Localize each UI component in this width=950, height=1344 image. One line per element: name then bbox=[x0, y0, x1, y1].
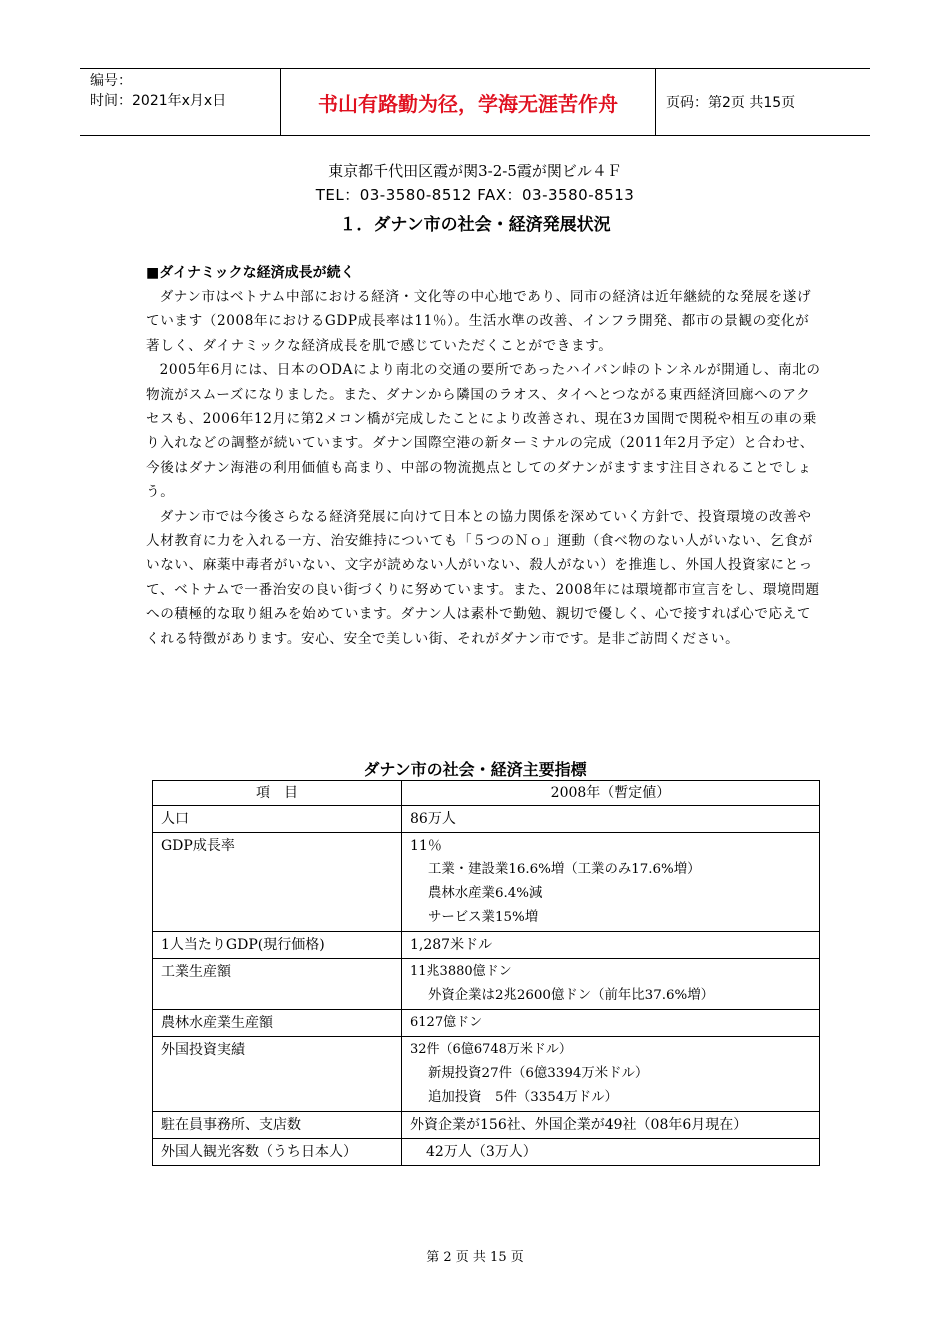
table-row bbox=[153, 932, 820, 959]
row-label: 工業生産額 bbox=[153, 959, 402, 1010]
row-label: GDP成長率 bbox=[153, 833, 402, 932]
paragraph: ダナン市では今後さらなる経済発展に向けて日本との協力関係を深めていく方針で、投資環境の改善や人材教育に力を入れる一方、治安維持についても「５つのＮｏ」運動（食べ物のない人がいない、乞食がいない、麻薬中毒者がいない、文字が読めない人がいない、殺人がない）を推進し、外国人投資家にとって、ベトナムで一番治安の良い街づくりに努めています。また、2008年には環境都市宣言をし、環境問題への積極的な取り組みを始めています。ダナン人は素朴で勤勉、親切で優しく、心で接すれば心で応えてくれる特徴があります。安心、安全で美しい街、それがダナン市です。是非ご訪問ください。 bbox=[146, 508, 820, 647]
row-label: 人口 bbox=[153, 806, 402, 833]
row-label: 1人当たりGDP(現行価格) bbox=[153, 932, 402, 959]
column-header: 項 目 bbox=[153, 781, 402, 806]
row-value bbox=[402, 1010, 820, 1037]
value-main: 11兆3880億ドン bbox=[410, 964, 512, 979]
value-main: 11％ bbox=[410, 838, 442, 854]
value-main: 32件（6億6748万米ドル） bbox=[410, 1042, 572, 1057]
row-value bbox=[402, 1037, 820, 1112]
value-main: 6127億ドン bbox=[410, 1015, 483, 1030]
section-title: １．ダナン市の社会・経済発展状況 bbox=[339, 215, 611, 235]
table-row bbox=[153, 1037, 820, 1112]
subheading: ■ダイナミックな経済成長が続く bbox=[146, 265, 355, 281]
header-page-info: 页码：第2页 共15页 bbox=[666, 95, 796, 111]
row-value bbox=[402, 1139, 820, 1166]
value-main: 42万人（3万人） bbox=[426, 1144, 537, 1160]
paragraph: 2005年6月には、日本のODAにより南北の交通の要所であったハイバン峠のトンネルが開通し、南北の物流がスムーズになりました。また、ダナンから隣国のラオス、タイへとつながる東西経済回廊へのアクセスも、2006年12月に第2メコン橋が完成したことにより改善され、現在3カ国間で関税や相互の車の乗り入れなどの調整が続いています。ダナン国際空港の新ターミナルの完成（2011年2月予定）と合わせ、今後はダナン海港の利用価値も高まり、中部の物流拠点としてのダナンがますます注目されることでしょう。 bbox=[146, 362, 821, 501]
table-header-row bbox=[153, 781, 820, 806]
value-main: 86万人 bbox=[410, 811, 456, 827]
table-row bbox=[153, 1010, 820, 1037]
row-value bbox=[402, 833, 820, 932]
page-footer: 第 2 页 共 15 页 bbox=[426, 1250, 524, 1265]
row-label: 農林水産業生産額 bbox=[153, 1010, 402, 1037]
table-row bbox=[153, 1112, 820, 1139]
value-detail: 農林水産業6.4%減 bbox=[428, 886, 543, 901]
value-main: 外資企業が156社、外国企業が49社（08年6月現在） bbox=[410, 1117, 748, 1133]
table-row bbox=[153, 833, 820, 932]
contact-line: TEL：03-3580-8512 FAX：03-3580-8513 bbox=[315, 186, 635, 204]
header-meta bbox=[80, 69, 280, 135]
number-label: 编号： bbox=[90, 73, 132, 89]
indicator-table bbox=[152, 780, 820, 1166]
row-value bbox=[402, 959, 820, 1010]
table-row bbox=[153, 806, 820, 833]
row-value bbox=[402, 932, 820, 959]
paragraph: ダナン市はベトナム中部における経済・文化等の中心地であり、同市の経済は近年継続的な発展を遂げています（2008年におけるGDP成長率は11％）。生活水準の改善、インフラ開発、都市の景観の変化が著しく、ダイナミックな経済成長を肌で感じていただくことができます。 bbox=[146, 289, 812, 354]
value-detail: 新規投資27件（6億3394万米ドル） bbox=[428, 1066, 649, 1081]
value-main: 1,287米ドル bbox=[410, 937, 493, 953]
table-row bbox=[153, 1139, 820, 1166]
header-motto: 书山有路勤为径，学海无涯苦作舟 bbox=[280, 69, 656, 135]
address-line: 東京都千代田区霞が関3-2-5霞が関ビル４Ｆ bbox=[328, 162, 622, 180]
table-title: ダナン市の社会・経済主要指標 bbox=[363, 760, 587, 779]
row-value bbox=[402, 1112, 820, 1139]
row-label: 駐在員事務所、支店数 bbox=[153, 1112, 402, 1139]
value-detail: サービス業15%増 bbox=[428, 910, 539, 925]
row-label: 外国投資実績 bbox=[153, 1037, 402, 1112]
row-value bbox=[402, 806, 820, 833]
date-line: 时间：2021年x月x日 bbox=[90, 93, 227, 109]
column-header: 2008年（暫定値） bbox=[402, 781, 820, 806]
value-detail: 追加投資 5件（3354万ドル） bbox=[428, 1090, 618, 1105]
value-detail: 外資企業は2兆2600億ドン（前年比37.6%増） bbox=[428, 988, 714, 1003]
table-row bbox=[153, 959, 820, 1010]
page-header bbox=[80, 68, 870, 136]
value-detail: 工業・建設業16.6%増（工業のみ17.6%増） bbox=[428, 862, 701, 877]
row-label: 外国人観光客数（うち日本人） bbox=[153, 1139, 402, 1166]
body-text bbox=[146, 285, 822, 651]
